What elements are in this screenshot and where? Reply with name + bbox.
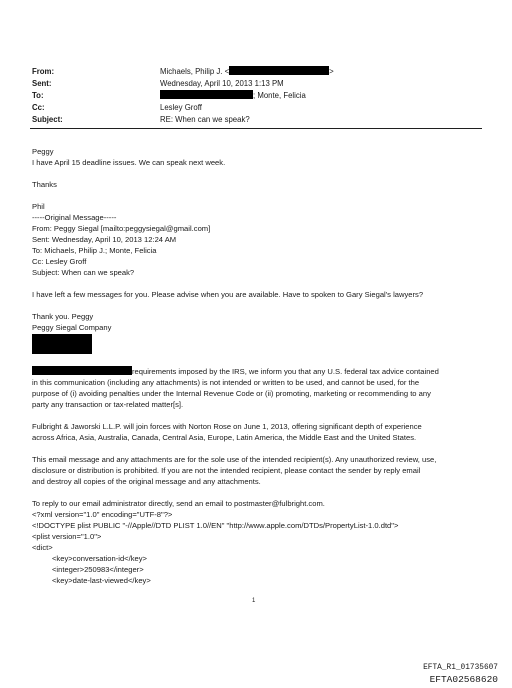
from-label: From: [32, 67, 55, 76]
xml-dict: <dict> [32, 543, 53, 552]
thanks: Thanks [32, 180, 57, 189]
cc-value: Lesley Groff [160, 103, 202, 112]
sent-label: Sent: [32, 79, 52, 88]
postmaster-line: To reply to our email administrator directly, send an email to postmaster@fulbright.com. [32, 499, 325, 508]
subject-row [32, 114, 482, 126]
from-close: > [329, 67, 334, 76]
original-message-text: I have left a few messages for you. Please advise when you are available. Have to spoken to Gary Siegal's lawyers? [32, 290, 424, 299]
redaction-box [160, 90, 253, 99]
redaction-box [32, 334, 92, 354]
original-sent: Sent: Wednesday, April 10, 2013 12:24 AM [32, 235, 177, 244]
to-recipients: ; Monte, Felicia [253, 91, 306, 100]
fulbright-notice-line-1: Fulbright & Jaworski L.L.P. will join forces with Norton Rose on June 1, 2013, offering significant depth of experience [32, 422, 422, 431]
sent-value: Wednesday, April 10, 2013 1:13 PM [160, 79, 284, 88]
to-label: To: [32, 91, 44, 100]
irs-disclaimer-line-4: party any transaction or tax-related matter[s]. [32, 400, 184, 409]
email-header [32, 66, 482, 126]
greeting: Peggy [32, 147, 54, 156]
cc-label: Cc: [32, 103, 45, 112]
xml-key-conversation: <key>conversation-id</key> [52, 554, 147, 563]
header-divider [30, 128, 482, 129]
bates-stamp-r1: EFTA_R1_01735607 [423, 664, 498, 672]
subject-label: Subject: [32, 115, 63, 124]
original-from: From: Peggy Siegal [mailto:peggysiegal@gmail.com] [32, 224, 211, 233]
bates-stamp: EFTA02568620 [429, 674, 498, 685]
redaction-box [229, 66, 329, 75]
redaction-box [32, 366, 132, 375]
confidentiality-line-3: and destroy all copies of the original message and any attachments. [32, 477, 261, 486]
company-name: Peggy Siegal Company [32, 323, 112, 332]
irs-text: requirements imposed by the IRS, we inform you that any U.S. federal tax advice contained [132, 367, 439, 376]
original-subject: Subject: When can we speak? [32, 268, 135, 277]
cc-row [32, 102, 482, 114]
irs-disclaimer-line-3: purpose of (i) avoiding penalties under the Internal Revenue Code or (ii) promoting, marketing or recommending to any [32, 389, 431, 398]
irs-disclaimer-line-2: in this communication (including any attachments) is not intended or written to be used, and cannot be used, for the [32, 378, 420, 387]
xml-key-date: <key>date-last-viewed</key> [52, 576, 151, 585]
from-name: Michaels, Philip J. < [160, 67, 230, 76]
signoff: Phil [32, 202, 45, 211]
xml-plist: <plist version="1.0"> [32, 532, 102, 541]
from-row [32, 66, 482, 78]
subject-value: RE: When can we speak? [160, 115, 250, 124]
sent-row [32, 78, 482, 90]
confidentiality-line-1: This email message and any attachments are for the sole use of the intended recipient(s). Any unauthorized review, use, [32, 455, 437, 464]
to-row [32, 90, 482, 102]
original-to: To: Michaels, Philip J.; Monte, Felicia [32, 246, 157, 255]
confidentiality-line-2: disclosure or distribution is prohibited. If you are not the intended recipient, please contact the sender by reply email [32, 466, 421, 475]
irs-disclaimer-line-1 [32, 366, 487, 377]
email-body [32, 146, 487, 586]
page-number: 1 [252, 598, 256, 604]
xml-doctype: <!DOCTYPE plist PUBLIC "-//Apple//DTD PLIST 1.0//EN" "http://www.apple.com/DTDs/PropertyList-1.0.dtd"> [32, 521, 399, 530]
xml-declaration: <?xml version="1.0" encoding="UTF-8"?> [32, 510, 173, 519]
signature-block [32, 333, 487, 355]
original-cc: Cc: Lesley Groff [32, 257, 87, 266]
reply-line: I have April 15 deadline issues. We can speak next week. [32, 158, 226, 167]
original-message-header: -----Original Message----- [32, 213, 117, 222]
from-value [160, 66, 482, 78]
to-value [160, 90, 482, 102]
thank-you-line: Thank you. Peggy [32, 312, 94, 321]
fulbright-notice-line-2: across Africa, Asia, Australia, Canada, Central Asia, Europe, Latin America, the Middle East and the United States. [32, 433, 417, 442]
xml-integer: <integer>250983</integer> [52, 565, 144, 574]
